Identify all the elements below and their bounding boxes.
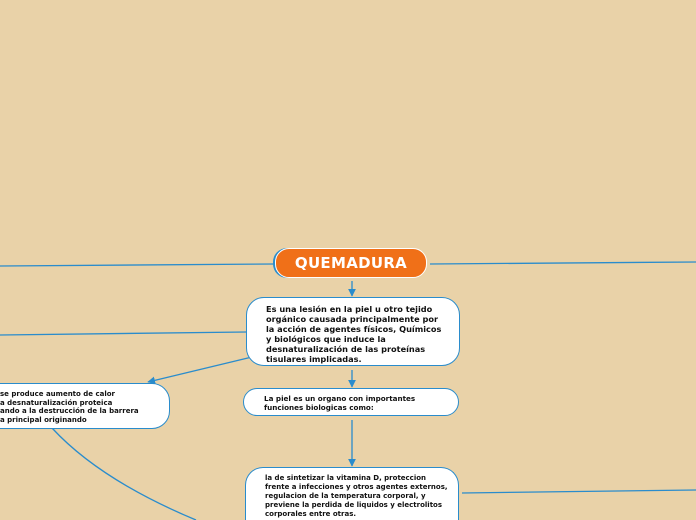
root-node-quemadura[interactable]: QUEMADURA (275, 248, 427, 278)
node-heat-effects[interactable] (0, 383, 170, 429)
connector-heat-curve (52, 428, 196, 520)
node-functions-text: la de sintetizar la vitamina D, proteccion frente a infecciones y otros agentes externos, regulacion de la temperatura corporal, y previene la perdida de liquidos y electrolitos corporales entre otras. (265, 474, 448, 518)
node-heat-line: se produce aumento de calor (0, 390, 116, 398)
connector-definition-heat (148, 357, 252, 382)
node-definition[interactable] (246, 297, 460, 366)
node-skin-functions-intro[interactable] (243, 388, 459, 416)
connector-functions-right (462, 490, 696, 493)
node-skin-text: La piel es un organo con importantes funciones biologicas como: (264, 394, 416, 413)
connector-left-top (0, 264, 275, 266)
connector-right-top (430, 262, 696, 264)
node-heat-line: a desnaturalización proteica (0, 398, 113, 407)
node-skin-functions-list[interactable] (245, 467, 459, 520)
node-heat-line: a principal originando (0, 416, 87, 425)
connector-left-mid (0, 332, 246, 335)
node-heat-line: ando a la destrucción de la barrera (0, 407, 139, 416)
node-definition-text: Es una lesión en la piel u otro tejido orgánico causada principalmente por la acción de agentes físicos, Químicos y biológicos que induce la desnaturalización de las proteínas tisulares implicadas. (266, 304, 442, 365)
